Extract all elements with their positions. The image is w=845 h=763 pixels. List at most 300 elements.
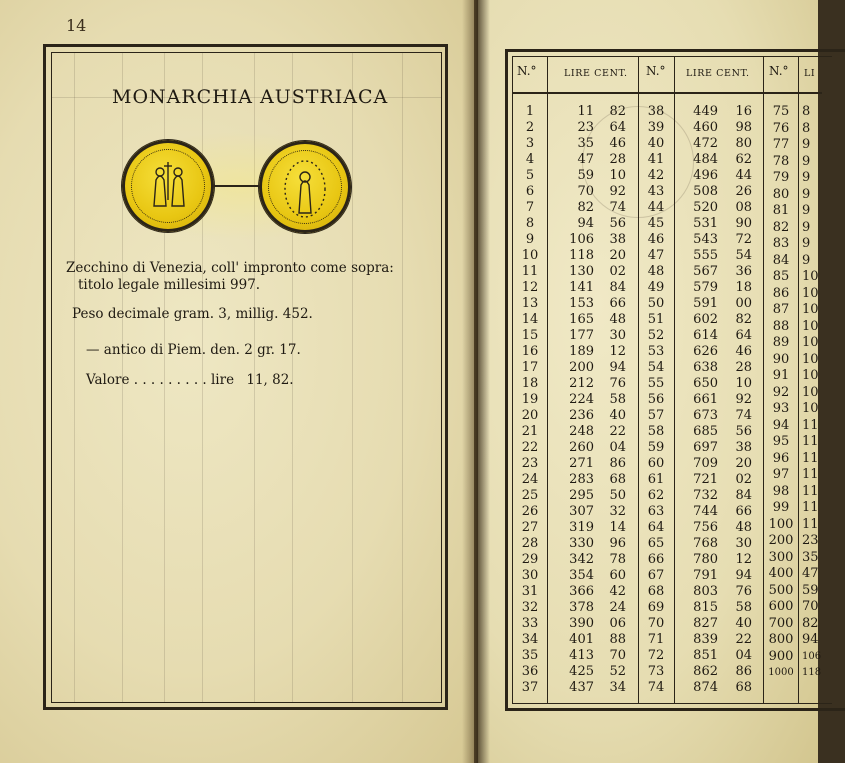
table-cell-lire: 721 <box>693 472 718 487</box>
table-cell-cent: 66 <box>609 296 626 311</box>
table-cell-lire: 460 <box>693 120 718 135</box>
table-cell-cent: 30 <box>735 536 752 551</box>
table-cell-number: 22 <box>521 440 539 455</box>
table-cell-number: 18 <box>521 376 539 391</box>
table-cell-number: 29 <box>521 552 539 567</box>
table-cell-lire: 23 <box>802 533 819 548</box>
table-cell-cent: 26 <box>735 184 752 199</box>
table-cell-number: 56 <box>647 392 665 407</box>
table-cell-cent: 72 <box>735 232 752 247</box>
table-cell-cent: 04 <box>609 440 626 455</box>
table-cell-lire: 59 <box>577 168 594 183</box>
table-cell-lire: 10 <box>802 351 819 367</box>
table-cell-lire: 768 <box>693 536 718 551</box>
table-cell-lire: 673 <box>693 408 718 423</box>
table-cell-lire: 11 <box>802 467 819 482</box>
table-cell-lire: 815 <box>693 600 718 615</box>
table-cell-number: 47 <box>647 248 665 263</box>
table-cell-lire: 82 <box>577 200 594 215</box>
coin-description-line-2: titolo legale millesimi 997. <box>78 277 261 293</box>
table-cell-lire: 10 <box>802 401 819 416</box>
table-header-n: N.° <box>517 64 537 78</box>
table-cell-number: 69 <box>647 600 665 615</box>
table-cell-number: 10 <box>521 248 539 263</box>
table-cell-lire: 10 <box>802 384 819 400</box>
table-cell-number: 3 <box>525 136 535 151</box>
table-cell-cent: 88 <box>609 632 626 647</box>
table-cell-number: 700 <box>768 615 794 631</box>
table-cell-cent: 18 <box>735 280 752 295</box>
table-cell-lire: 271 <box>569 456 594 471</box>
table-cell-lire: 862 <box>693 664 718 679</box>
table-cell-number: 93 <box>772 401 790 416</box>
table-cell-number: 41 <box>647 152 665 167</box>
table-cell-number: 83 <box>772 236 790 251</box>
table-cell-cent: 02 <box>609 264 626 279</box>
table-cell-lire: 555 <box>693 248 718 263</box>
table-cell-lire: 827 <box>693 616 718 631</box>
table-cell-cent: 82 <box>609 104 626 119</box>
table-cell-lire: 236 <box>569 408 594 423</box>
table-cell-cent: 22 <box>609 424 626 439</box>
coin-reverse-figure-icon <box>259 141 351 233</box>
table-cell-number: 81 <box>772 203 790 218</box>
table-cell-lire: 10 <box>802 285 819 301</box>
table-cell-number: 39 <box>647 120 665 135</box>
table-cell-cent: 60 <box>609 568 626 583</box>
table-cell-cent: 06 <box>609 616 626 631</box>
table-cell-lire: 591 <box>693 296 718 311</box>
table-cell-lire: 189 <box>569 344 594 359</box>
table-cell-cent: 10 <box>735 376 752 391</box>
table-cell-lire: 9 <box>802 219 811 235</box>
table-cell-number: 91 <box>772 368 790 383</box>
table-cell-cent: 20 <box>735 456 752 471</box>
table-cell-lire: 496 <box>693 168 718 183</box>
table-cell-cent: 96 <box>609 536 626 551</box>
table-cell-cent: 52 <box>609 664 626 679</box>
table-cell-cent: 68 <box>609 472 626 487</box>
table-cell-number: 20 <box>521 408 539 423</box>
table-cell-lire: 11 <box>802 483 819 499</box>
table-cell-number: 58 <box>647 424 665 439</box>
table-cell-lire: 531 <box>693 216 718 231</box>
table-cell-lire: 9 <box>802 137 811 152</box>
table-cell-number: 84 <box>772 252 790 268</box>
table-cell-number: 400 <box>768 566 794 581</box>
table-cell-number: 100 <box>768 516 794 532</box>
table-cell-lire: 330 <box>569 536 594 551</box>
table-cell-number: 23 <box>521 456 539 471</box>
table-cell-lire: 425 <box>569 664 594 679</box>
table-cell-lire: 390 <box>569 616 594 631</box>
table-col-rule <box>798 56 799 704</box>
table-cell-cent: 48 <box>735 520 752 535</box>
table-cell-number: 25 <box>521 488 539 503</box>
table-cell-number: 17 <box>521 360 539 375</box>
table-cell-cent: 92 <box>735 392 752 407</box>
table-cell-cent: 64 <box>735 328 752 343</box>
table-cell-cent: 94 <box>609 360 626 375</box>
table-cell-lire: 626 <box>693 344 718 359</box>
table-cell-number: 78 <box>772 153 790 169</box>
table-cell-number: 35 <box>521 648 539 663</box>
table-cell-cent: 46 <box>609 136 626 151</box>
table-cell-number: 1000 <box>768 667 794 678</box>
table-cell-lire: 567 <box>693 264 718 279</box>
table-cell-lire: 602 <box>693 312 718 327</box>
table-cell-number: 51 <box>647 312 665 327</box>
table-cell-lire: 141 <box>569 280 594 295</box>
table-cell-lire: 756 <box>693 520 718 535</box>
table-cell-lire: 47 <box>577 152 594 167</box>
coin-obverse-figures-icon <box>122 140 214 232</box>
table-cell-lire: 579 <box>693 280 718 295</box>
table-cell-cent: 10 <box>609 168 626 183</box>
coin-reverse-icon <box>259 141 351 233</box>
table-cell-cent: 04 <box>735 648 752 663</box>
table-cell-number: 68 <box>647 584 665 599</box>
table-cell-number: 26 <box>521 504 539 519</box>
table-cell-cent: 46 <box>735 344 752 359</box>
table-cell-number: 64 <box>647 520 665 535</box>
table-cell-lire: 401 <box>569 632 594 647</box>
table-cell-cent: 74 <box>609 200 626 215</box>
table-cell-number: 27 <box>521 520 539 535</box>
table-cell-cent: 14 <box>609 520 626 535</box>
table-cell-lire: 94 <box>577 216 594 231</box>
table-cell-cent: 54 <box>735 248 752 263</box>
table-cell-lire: 650 <box>693 376 718 391</box>
table-cell-number: 40 <box>647 136 665 151</box>
table-cell-number: 95 <box>772 434 790 449</box>
table-cell-number: 5 <box>525 168 535 183</box>
table-header-n: N.° <box>646 64 666 78</box>
table-cell-lire: 732 <box>693 488 718 503</box>
table-cell-lire: 224 <box>569 392 594 407</box>
table-cell-lire: 106 <box>802 650 822 662</box>
table-cell-number: 900 <box>768 648 794 664</box>
table-cell-lire: 874 <box>693 680 718 695</box>
table-cell-number: 24 <box>521 472 539 487</box>
table-cell-cent: 58 <box>735 600 752 615</box>
table-cell-lire: 11 <box>577 104 594 119</box>
table-cell-number: 13 <box>521 296 539 311</box>
table-cell-cent: 50 <box>609 488 626 503</box>
table-cell-lire: 10 <box>802 335 819 350</box>
table-cell-cent: 12 <box>735 552 752 567</box>
table-cell-number: 34 <box>521 632 539 647</box>
book-gutter <box>462 0 490 763</box>
table-cell-lire: 614 <box>693 328 718 343</box>
table-cell-cent: 32 <box>609 504 626 519</box>
table-cell-lire: 437 <box>569 680 594 695</box>
table-cell-cent: 76 <box>735 584 752 599</box>
table-cell-number: 21 <box>521 424 539 439</box>
table-cell-lire: 378 <box>569 600 594 615</box>
table-cell-number: 9 <box>525 232 535 247</box>
table-cell-lire: 130 <box>569 264 594 279</box>
table-cell-number: 55 <box>647 376 665 391</box>
table-cell-lire: 200 <box>569 360 594 375</box>
table-cell-number: 14 <box>521 312 539 327</box>
table-cell-number: 96 <box>772 450 790 466</box>
table-cell-lire: 59 <box>802 582 819 598</box>
table-cell-lire: 449 <box>693 104 718 119</box>
table-cell-lire: 82 <box>802 615 819 631</box>
table-cell-lire: 803 <box>693 584 718 599</box>
table-cell-number: 4 <box>525 152 535 167</box>
table-cell-lire: 153 <box>569 296 594 311</box>
coin-description-line-1: Zecchino di Venezia, coll' impronto come sopra: <box>66 260 394 276</box>
coin-connector <box>214 185 260 187</box>
table-cell-cent: 28 <box>735 360 752 375</box>
table-cell-lire: 10 <box>802 368 819 383</box>
table-cell-lire: 106 <box>569 232 594 247</box>
table-cell-lire: 70 <box>577 184 594 199</box>
table-cell-number: 11 <box>521 264 539 279</box>
table-cell-lire: 11 <box>802 417 819 433</box>
table-cell-number: 6 <box>525 184 535 199</box>
table-cell-number: 37 <box>521 680 539 695</box>
table-cell-number: 77 <box>772 137 790 152</box>
table-cell-number: 71 <box>647 632 665 647</box>
table-cell-number: 30 <box>521 568 539 583</box>
table-cell-number: 74 <box>647 680 665 695</box>
table-cell-number: 88 <box>772 318 790 334</box>
table-cell-number: 38 <box>647 104 665 119</box>
table-cell-number: 12 <box>521 280 539 295</box>
table-header-lire-cent: LIRE CENT. <box>564 68 628 79</box>
table-cell-cent: 20 <box>609 248 626 263</box>
table-cell-lire: 744 <box>693 504 718 519</box>
table-cell-lire: 9 <box>802 153 811 169</box>
table-cell-number: 80 <box>772 186 790 202</box>
table-cell-lire: 780 <box>693 552 718 567</box>
table-cell-lire: 10 <box>802 302 819 317</box>
table-cell-lire: 94 <box>802 632 819 647</box>
table-cell-cent: 62 <box>735 152 752 167</box>
table-cell-cent: 56 <box>609 216 626 231</box>
coin-value-row <box>86 372 294 388</box>
table-cell-lire: 165 <box>569 312 594 327</box>
coin-value-amount: 11, 82. <box>246 372 294 388</box>
table-cell-number: 59 <box>647 440 665 455</box>
table-cell-cent: 02 <box>735 472 752 487</box>
table-cell-lire: 342 <box>569 552 594 567</box>
table-cell-cent: 48 <box>609 312 626 327</box>
table-header-lire-cent: LIRE CENT. <box>686 68 750 79</box>
table-cell-cent: 74 <box>735 408 752 423</box>
table-cell-number: 600 <box>768 599 794 614</box>
table-cell-cent: 08 <box>735 200 752 215</box>
table-cell-number: 2 <box>525 120 535 135</box>
table-cell-number: 97 <box>772 467 790 482</box>
table-cell-number: 63 <box>647 504 665 519</box>
table-cell-lire: 23 <box>577 120 594 135</box>
table-cell-number: 800 <box>768 632 794 647</box>
table-cell-number: 94 <box>772 417 790 433</box>
table-cell-lire: 35 <box>802 549 819 565</box>
table-cell-lire: 10 <box>802 269 819 284</box>
table-cell-number: 28 <box>521 536 539 551</box>
table-cell-number: 19 <box>521 392 539 407</box>
table-cell-cent: 56 <box>735 424 752 439</box>
table-cell-number: 300 <box>768 549 794 565</box>
table-cell-lire: 8 <box>802 104 811 119</box>
table-cell-number: 44 <box>647 200 665 215</box>
table-cell-number: 45 <box>647 216 665 231</box>
table-cell-lire: 851 <box>693 648 718 663</box>
coin-weight: Peso decimale gram. 3, millig. 452. <box>72 306 313 322</box>
table-cell-number: 33 <box>521 616 539 631</box>
table-cell-lire: 11 <box>802 434 819 449</box>
table-header-n: N.° <box>769 64 789 78</box>
table-cell-number: 57 <box>647 408 665 423</box>
table-cell-number: 72 <box>647 648 665 663</box>
table-cell-lire: 366 <box>569 584 594 599</box>
table-cell-cent: 64 <box>609 120 626 135</box>
coin-obverse-icon <box>122 140 214 232</box>
table-cell-number: 46 <box>647 232 665 247</box>
table-cell-number: 54 <box>647 360 665 375</box>
table-cell-number: 62 <box>647 488 665 503</box>
table-cell-cent: 86 <box>735 664 752 679</box>
table-cell-number: 73 <box>647 664 665 679</box>
table-cell-number: 67 <box>647 568 665 583</box>
table-cell-lire: 685 <box>693 424 718 439</box>
table-header-rule <box>512 92 822 94</box>
table-cell-lire: 295 <box>569 488 594 503</box>
table-cell-number: 79 <box>772 170 790 185</box>
table-cell-lire: 9 <box>802 252 811 268</box>
table-cell-lire: 839 <box>693 632 718 647</box>
coin-antique-weight: — antico di Piem. den. 2 gr. 17. <box>86 342 301 358</box>
table-cell-number: 75 <box>772 104 790 119</box>
table-cell-number: 15 <box>521 328 539 343</box>
table-cell-cent: 66 <box>735 504 752 519</box>
table-cell-lire: 319 <box>569 520 594 535</box>
table-cell-cent: 34 <box>609 680 626 695</box>
table-cell-cent: 82 <box>735 312 752 327</box>
table-cell-lire: 354 <box>569 568 594 583</box>
table-cell-lire: 697 <box>693 440 718 455</box>
table-cell-cent: 94 <box>735 568 752 583</box>
table-cell-cent: 38 <box>609 232 626 247</box>
table-cell-number: 66 <box>647 552 665 567</box>
table-cell-lire: 212 <box>569 376 594 391</box>
table-cell-number: 70 <box>647 616 665 631</box>
table-cell-number: 200 <box>768 533 794 548</box>
table-cell-number: 53 <box>647 344 665 359</box>
table-cell-lire: 9 <box>802 186 811 202</box>
table-cell-lire: 11 <box>802 500 819 515</box>
table-cell-cent: 00 <box>735 296 752 311</box>
table-cell-lire: 11 <box>802 450 819 466</box>
table-cell-cent: 84 <box>735 488 752 503</box>
table-cell-cent: 22 <box>735 632 752 647</box>
table-cell-cent: 24 <box>609 600 626 615</box>
table-cell-number: 76 <box>772 120 790 136</box>
table-cell-cent: 12 <box>609 344 626 359</box>
table-cell-number: 8 <box>525 216 535 231</box>
table-cell-number: 61 <box>647 472 665 487</box>
table-cell-number: 65 <box>647 536 665 551</box>
table-cell-cent: 68 <box>735 680 752 695</box>
table-cell-cent: 40 <box>609 408 626 423</box>
page-number: 14 <box>66 16 87 35</box>
table-cell-lire: 709 <box>693 456 718 471</box>
table-cell-lire: 177 <box>569 328 594 343</box>
table-cell-number: 86 <box>772 285 790 301</box>
table-cell-cent: 58 <box>609 392 626 407</box>
table-cell-cent: 16 <box>735 104 752 119</box>
table-cell-cent: 38 <box>735 440 752 455</box>
table-cell-cent: 70 <box>609 648 626 663</box>
table-cell-number: 98 <box>772 483 790 499</box>
table-cell-lire: 8 <box>802 120 811 136</box>
table-cell-lire: 791 <box>693 568 718 583</box>
table-cell-lire: 543 <box>693 232 718 247</box>
table-cell-lire: 508 <box>693 184 718 199</box>
table-cell-lire: 472 <box>693 136 718 151</box>
table-cell-number: 42 <box>647 168 665 183</box>
table-cell-number: 82 <box>772 219 790 235</box>
table-cell-lire: 484 <box>693 152 718 167</box>
table-cell-lire: 9 <box>802 203 811 218</box>
table-cell-lire: 10 <box>802 318 819 334</box>
table-cell-number: 99 <box>772 500 790 515</box>
table-cell-lire: 9 <box>802 236 811 251</box>
table-cell-cent: 28 <box>609 152 626 167</box>
table-cell-lire: 520 <box>693 200 718 215</box>
coin-value-label: Valore . . . . . . . . . lire <box>86 372 235 388</box>
table-cell-cent: 84 <box>609 280 626 295</box>
table-cell-number: 92 <box>772 384 790 400</box>
table-cell-lire: 47 <box>802 566 819 581</box>
table-cell-cent: 80 <box>735 136 752 151</box>
table-cell-number: 500 <box>768 582 794 598</box>
table-cell-number: 89 <box>772 335 790 350</box>
table-cell-number: 36 <box>521 664 539 679</box>
table-cell-number: 60 <box>647 456 665 471</box>
table-cell-cent: 40 <box>735 616 752 631</box>
table-cell-lire: 248 <box>569 424 594 439</box>
table-cell-lire: 35 <box>577 136 594 151</box>
table-cell-lire: 11 <box>802 516 819 532</box>
table-cell-lire: 118 <box>802 667 822 678</box>
table-cell-lire: 661 <box>693 392 718 407</box>
table-cell-cent: 98 <box>735 120 752 135</box>
table-cell-number: 16 <box>521 344 539 359</box>
table-col-rule <box>674 56 675 704</box>
table-cell-cent: 36 <box>735 264 752 279</box>
table-cell-number: 49 <box>647 280 665 295</box>
table-cell-cent: 90 <box>735 216 752 231</box>
table-cell-number: 1 <box>525 104 535 119</box>
table-cell-number: 90 <box>772 351 790 367</box>
table-cell-number: 85 <box>772 269 790 284</box>
table-cell-number: 32 <box>521 600 539 615</box>
table-cell-cent: 30 <box>609 328 626 343</box>
table-cell-lire: 307 <box>569 504 594 519</box>
table-cell-lire: 118 <box>569 248 594 263</box>
table-cell-cent: 44 <box>735 168 752 183</box>
table-cell-cent: 78 <box>609 552 626 567</box>
table-cell-lire: 260 <box>569 440 594 455</box>
table-cell-number: 87 <box>772 302 790 317</box>
table-cell-lire: 413 <box>569 648 594 663</box>
